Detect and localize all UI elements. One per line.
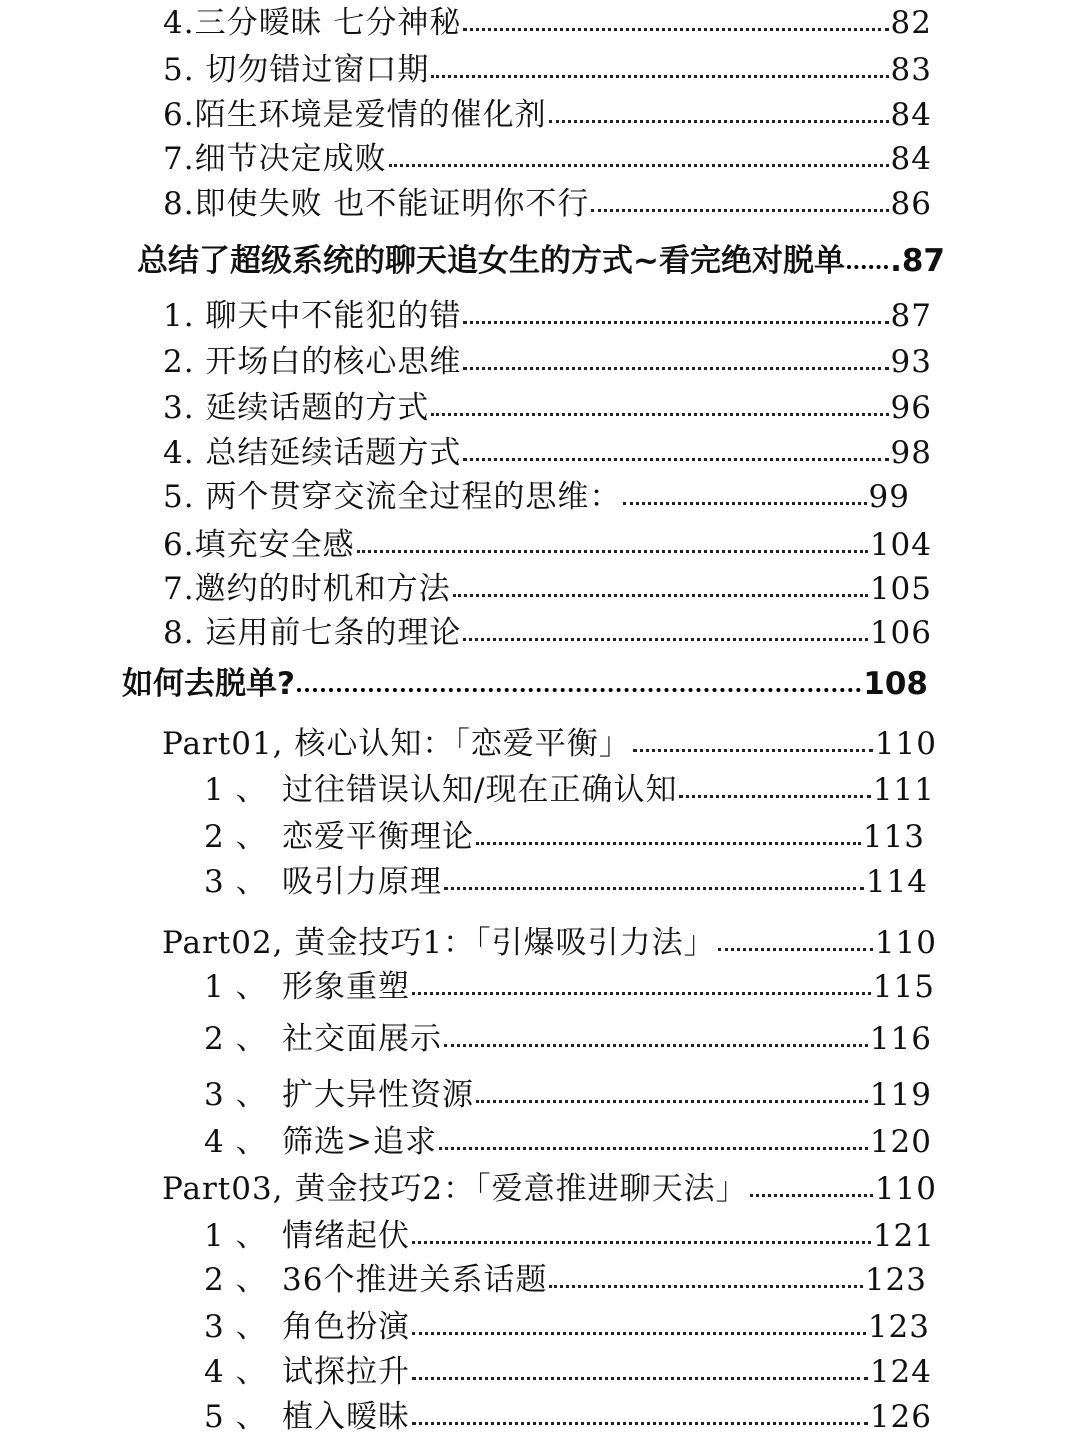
dot-leader: [412, 1216, 871, 1246]
toc-entry-page-number: 87: [890, 298, 932, 334]
toc-entry[interactable]: [204, 817, 925, 857]
toc-entry[interactable]: [163, 388, 932, 428]
toc-entry-number: 1 、: [204, 969, 268, 1005]
toc-entry-number: 3 、: [204, 1077, 268, 1113]
dot-leader: [357, 525, 868, 555]
dot-leader: [463, 3, 888, 33]
toc-entry-title: 5. 切勿错过窗口期: [163, 52, 430, 88]
dot-leader: [549, 95, 889, 125]
dot-leader: [412, 1397, 868, 1427]
toc-entry-title: 5. 两个贯穿交流全过程的思维：: [163, 479, 622, 515]
toc-entry-title: Part02, 黄金技巧1：「引爆吸引力法」: [162, 925, 716, 961]
toc-entry[interactable]: [204, 1019, 932, 1059]
toc-entry-title: 社交面展示: [282, 1021, 442, 1057]
dot-leader: [412, 1352, 868, 1382]
toc-entry[interactable]: [163, 139, 932, 179]
toc-entry-title: 吸引力原理: [282, 864, 442, 900]
toc-entry[interactable]: [204, 1307, 930, 1347]
toc-entry[interactable]: [163, 296, 932, 336]
toc-entry[interactable]: [204, 1075, 932, 1115]
toc-entry-page-number: 123: [867, 1309, 930, 1345]
toc-entry[interactable]: [204, 862, 928, 902]
toc-entry-title: 7.细节决定成败: [163, 141, 387, 177]
dot-leader: [453, 569, 868, 599]
toc-entry-page-number: 106: [869, 615, 932, 651]
toc-entry-title: 植入暧昧: [282, 1399, 410, 1435]
toc-entry-page-number: 126: [869, 1399, 932, 1435]
dot-leader: [549, 1260, 862, 1290]
toc-entry-page-number: 124: [869, 1354, 932, 1390]
toc-entry-number: 3 、: [204, 864, 268, 900]
toc-entry-title: 筛选>追求: [282, 1124, 437, 1160]
toc-entry[interactable]: [204, 1397, 932, 1437]
toc-entry[interactable]: [204, 1216, 935, 1256]
toc-entry-number: 1 、: [204, 772, 268, 808]
toc-entry[interactable]: [204, 1122, 932, 1162]
toc-entry-number: 4 、: [204, 1124, 268, 1160]
toc-entry-page-number: 114: [865, 864, 928, 900]
toc-entry-page-number: 113: [862, 819, 925, 855]
toc-entry-page-number: 115: [872, 969, 935, 1005]
toc-entry-page-number: 84: [890, 141, 932, 177]
toc-part-entry[interactable]: [162, 1169, 937, 1209]
dot-leader: [623, 477, 866, 507]
dot-leader: [412, 1307, 866, 1337]
dot-leader: [431, 388, 888, 418]
toc-entry-page-number: 96: [890, 390, 932, 426]
dot-leader: [679, 770, 870, 800]
toc-entry[interactable]: [204, 1352, 932, 1392]
toc-entry-title: Part01, 核心认知：「恋爱平衡」: [162, 726, 631, 762]
toc-entry-title: 8.即使失败 也不能证明你不行: [163, 186, 590, 222]
dot-leader: [389, 139, 889, 169]
dot-leader: [476, 817, 861, 847]
toc-entry-page-number: 123: [864, 1262, 927, 1298]
toc-entry-page-number: 83: [890, 52, 932, 88]
toc-entry-title: 过往错误认知/现在正确认知: [282, 772, 678, 808]
toc-entry-number: 4 、: [204, 1354, 268, 1390]
dot-leader: [476, 1075, 868, 1105]
dot-leader: [463, 342, 888, 372]
dot-leader: [718, 923, 873, 953]
toc-section-heading[interactable]: [137, 241, 945, 281]
toc-entry[interactable]: [163, 184, 932, 224]
toc-entry-number: 2 、: [204, 1021, 268, 1057]
toc-part-entry[interactable]: [162, 923, 937, 963]
toc-entry[interactable]: [163, 613, 932, 653]
dot-leader: [463, 296, 888, 326]
toc-entry[interactable]: [163, 477, 910, 517]
dot-leader: [591, 184, 888, 214]
toc-entry-title: 2. 开场白的核心思维: [163, 344, 462, 380]
toc-entry-number: 5 、: [204, 1399, 268, 1435]
toc-entry-page-number: 116: [869, 1021, 932, 1057]
toc-entry-page-number: 121: [872, 1218, 935, 1254]
toc-entry-title: 角色扮演: [282, 1309, 410, 1345]
dot-leader: [463, 433, 888, 463]
toc-part-entry[interactable]: [162, 724, 937, 764]
toc-entry-title: Part03, 黄金技巧2：「爱意推进聊天法」: [162, 1171, 748, 1207]
toc-entry-title: 7.邀约的时机和方法: [163, 571, 451, 607]
toc-entry[interactable]: [163, 3, 932, 43]
toc-entry[interactable]: [204, 967, 935, 1007]
toc-entry-title: 形象重塑: [282, 969, 410, 1005]
toc-entry-number: 2 、: [204, 819, 268, 855]
toc-entry-page-number: 110: [874, 925, 937, 961]
toc-entry-number: 2 、: [204, 1262, 268, 1298]
toc-entry-page-number: 120: [869, 1124, 932, 1160]
toc-entry-page-number: 105: [869, 571, 932, 607]
dot-leader: [463, 613, 867, 643]
toc-entry-page-number: 110: [874, 1171, 937, 1207]
toc-entry-title: 6.陌生环境是爱情的催化剂: [163, 97, 547, 133]
toc-entry-page-number: 111: [872, 772, 935, 808]
toc-entry-title: 36个推进关系话题: [282, 1262, 548, 1298]
toc-section-heading[interactable]: [122, 664, 928, 704]
toc-entry-number: 1 、: [204, 1218, 268, 1254]
dot-leader: [412, 967, 871, 997]
toc-entry[interactable]: [163, 342, 932, 382]
toc-entry[interactable]: [204, 1260, 927, 1300]
toc-entry[interactable]: [163, 95, 932, 135]
toc-entry-page-number: 98: [890, 435, 932, 471]
toc-entry-page-number: 84: [890, 97, 932, 133]
toc-entry-title: 情绪起伏: [282, 1218, 410, 1254]
toc-entry-title: 总结了超级系统的聊天追女生的方式~看完绝对脱单: [137, 243, 845, 279]
dot-leader: [847, 241, 888, 271]
toc-entry-title: 1. 聊天中不能犯的错: [163, 298, 462, 334]
toc-entry-title: 3. 延续话题的方式: [163, 390, 430, 426]
toc-entry-page-number: .87: [890, 243, 945, 279]
dot-leader: [439, 1122, 868, 1152]
toc-entry-page-number: 110: [874, 726, 937, 762]
toc-entry-title: 恋爱平衡理论: [282, 819, 474, 855]
dot-leader: [297, 664, 861, 694]
dot-leader: [431, 50, 888, 80]
toc-entry[interactable]: [163, 525, 932, 565]
toc-entry-page-number: 93: [890, 344, 932, 380]
toc-entry-number: 3 、: [204, 1309, 268, 1345]
toc-entry-title: 如何去脱单?: [122, 666, 295, 702]
toc-entry-title: 试探拉升: [282, 1354, 410, 1390]
toc-entry[interactable]: [163, 50, 932, 90]
toc-entry[interactable]: [163, 433, 932, 473]
dot-leader: [444, 1019, 868, 1049]
dot-leader: [444, 862, 864, 892]
dot-leader: [750, 1169, 873, 1199]
toc-entry-title: 4. 总结延续话题方式: [163, 435, 462, 471]
toc-entry-page-number: 119: [869, 1077, 932, 1113]
toc-entry-page-number: 108: [863, 666, 928, 702]
toc-entry-title: 6.填充安全感: [163, 527, 355, 563]
toc-entry-page-number: 104: [869, 527, 932, 563]
toc-entry-page-number: 82: [890, 5, 932, 41]
toc-entry-page-number: 86: [890, 186, 932, 222]
toc-entry-title: 8. 运用前七条的理论: [163, 615, 462, 651]
toc-entry-title: 4.三分暧昧 七分神秘: [163, 5, 462, 41]
toc-entry[interactable]: [204, 770, 935, 810]
toc-entry[interactable]: [163, 569, 932, 609]
toc-entry-page-number: 99: [868, 479, 910, 515]
dot-leader: [633, 724, 873, 754]
toc-entry-title: 扩大异性资源: [282, 1077, 474, 1113]
